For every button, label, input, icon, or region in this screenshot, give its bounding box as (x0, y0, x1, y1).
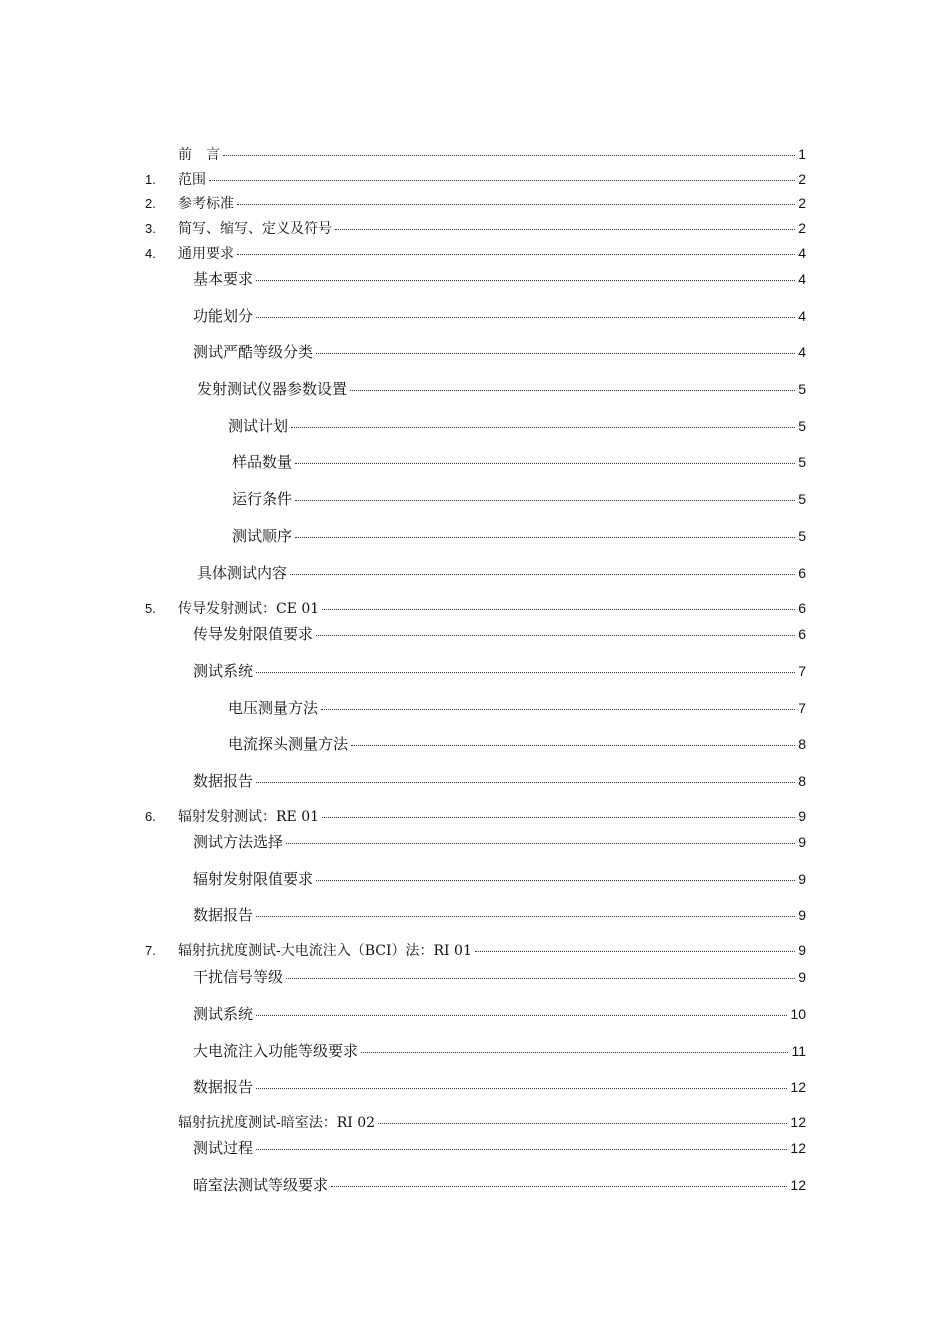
toc-entry[interactable] (178, 1112, 806, 1132)
dot-leader (256, 1148, 787, 1150)
toc-title: 具体测试内容 (197, 564, 288, 582)
dot-leader (256, 915, 795, 917)
toc-page-number: 2 (798, 195, 806, 211)
dot-leader (316, 634, 795, 636)
toc-entry[interactable] (145, 169, 806, 189)
toc-page-number: 6 (798, 626, 806, 642)
dot-leader (350, 389, 795, 391)
toc-page-number: 9 (798, 969, 806, 985)
toc-page-number: 6 (798, 600, 806, 616)
dot-leader (290, 573, 795, 575)
dot-leader (291, 426, 795, 428)
toc-page-number: 5 (798, 381, 806, 397)
toc-entry[interactable] (193, 831, 806, 852)
toc-page-number: 4 (798, 271, 806, 287)
toc-title: 暗室法测试等级要求 (193, 1176, 329, 1194)
dot-leader (256, 316, 795, 318)
dot-leader (295, 462, 795, 464)
dot-leader (237, 203, 795, 205)
dot-leader (295, 536, 795, 538)
toc-title: 测试方法选择 (193, 833, 284, 851)
toc-entry[interactable] (197, 378, 806, 399)
toc-title: 测试系统 (193, 662, 254, 680)
toc-title: 电流探头测量方法 (228, 735, 349, 753)
toc-entry[interactable] (193, 1137, 806, 1158)
toc-entry[interactable] (193, 904, 806, 925)
toc-title: 数据报告 (193, 1078, 254, 1096)
toc-page-number: 12 (790, 1079, 806, 1095)
toc-title: 传导发射限值要求 (193, 625, 314, 643)
toc-entry[interactable] (145, 243, 806, 263)
dot-leader (378, 1122, 787, 1124)
toc-title: 功能划分 (193, 307, 254, 325)
dot-leader (256, 1087, 787, 1089)
toc-entry[interactable] (193, 1040, 806, 1061)
toc-title: 范围 (178, 172, 206, 188)
toc-page-number: 9 (798, 942, 806, 958)
dot-leader (256, 781, 795, 783)
toc-number: 5. (145, 601, 156, 616)
toc-number: 2. (145, 196, 156, 211)
toc-title: 辐射抗扰度测试-大电流注入（BCI）法：RI 01 (178, 943, 472, 959)
dot-leader (256, 1014, 787, 1016)
dot-leader (286, 842, 795, 844)
toc-page-number: 12 (790, 1177, 806, 1193)
toc-title: 传导发射测试：CE 01 (178, 601, 320, 617)
toc-title: 基本要求 (193, 270, 254, 288)
toc-entry[interactable] (193, 1003, 806, 1024)
toc-title: 数据报告 (193, 772, 254, 790)
toc-title: 参考标准 (178, 196, 234, 212)
toc-title: 辐射发射测试：RE 01 (178, 809, 320, 825)
toc-entry[interactable] (232, 525, 806, 546)
dot-leader (335, 228, 795, 230)
toc-entry[interactable] (228, 697, 806, 718)
toc-page-number: 12 (790, 1114, 806, 1130)
toc-title: 样品数量 (232, 453, 293, 471)
toc-entry[interactable] (197, 562, 806, 583)
toc-page-number: 8 (798, 736, 806, 752)
toc-entry[interactable] (193, 660, 806, 681)
toc-entry[interactable] (193, 966, 806, 987)
toc-title: 大电流注入功能等级要求 (193, 1042, 359, 1060)
toc-page-number: 4 (798, 245, 806, 261)
toc-page-number: 5 (798, 528, 806, 544)
toc-title: 测试计划 (228, 417, 289, 435)
toc-title: 运行条件 (232, 490, 293, 508)
dot-leader (286, 977, 795, 979)
toc-entry[interactable] (145, 598, 806, 618)
toc-title: 测试严酷等级分类 (193, 343, 314, 361)
toc-title: 辐射抗扰度测试-暗室法：RI 02 (178, 1115, 376, 1131)
toc-entry[interactable] (228, 733, 806, 754)
toc-page-number: 9 (798, 834, 806, 850)
toc-page-number: 10 (790, 1006, 806, 1022)
toc-entry[interactable] (232, 488, 806, 509)
toc-title: 电压测量方法 (228, 699, 319, 717)
toc-page-number: 1 (798, 146, 806, 162)
toc-page-number: 8 (798, 773, 806, 789)
dot-leader (237, 253, 795, 255)
dot-leader (256, 279, 795, 281)
toc-page-number: 7 (798, 700, 806, 716)
dot-leader (475, 950, 795, 952)
toc-page-number: 7 (798, 663, 806, 679)
dot-leader (316, 352, 795, 354)
toc-entry[interactable] (193, 1076, 806, 1097)
dot-leader (331, 1185, 787, 1187)
dot-leader (223, 154, 795, 156)
toc-entry[interactable] (145, 193, 806, 213)
toc-entry[interactable] (193, 268, 806, 289)
toc-entry[interactable] (145, 144, 806, 164)
toc-page-number: 9 (798, 808, 806, 824)
toc-entry[interactable] (193, 1174, 806, 1195)
dot-leader (295, 499, 795, 501)
toc-page-number: 12 (790, 1140, 806, 1156)
toc-page-number: 5 (798, 418, 806, 434)
dot-leader (361, 1051, 788, 1053)
toc-number: 7. (145, 943, 156, 958)
toc-title: 通用要求 (178, 246, 234, 262)
toc-title: 干扰信号等级 (193, 968, 284, 986)
toc-page-number: 9 (798, 907, 806, 923)
toc-page-number: 5 (798, 454, 806, 470)
toc-page-number: 4 (798, 308, 806, 324)
toc-number: 3. (145, 221, 156, 236)
toc-number: 4. (145, 246, 156, 261)
dot-leader (321, 708, 795, 710)
toc-entry[interactable] (228, 415, 806, 436)
toc-entry[interactable] (232, 451, 806, 472)
toc-title: 前 言 (178, 147, 220, 163)
toc-page-number: 2 (798, 220, 806, 236)
toc-page-number: 6 (798, 565, 806, 581)
toc-title: 数据报告 (193, 906, 254, 924)
toc-title: 简写、缩写、定义及符号 (178, 221, 332, 237)
dot-leader (256, 671, 795, 673)
toc-page-number: 11 (791, 1043, 806, 1059)
toc-entry[interactable] (193, 341, 806, 362)
toc-entry[interactable] (193, 623, 806, 644)
toc-title: 辐射发射限值要求 (193, 870, 314, 888)
toc-entry[interactable] (193, 770, 806, 791)
toc-page-number: 2 (798, 171, 806, 187)
toc-entry[interactable] (193, 868, 806, 889)
toc-number: 6. (145, 809, 156, 824)
toc-entry[interactable] (193, 305, 806, 326)
toc-entry[interactable] (145, 218, 806, 238)
toc-page-number: 9 (798, 871, 806, 887)
dot-leader (322, 816, 795, 818)
toc-title: 测试顺序 (232, 527, 293, 545)
toc-title: 测试系统 (193, 1005, 254, 1023)
dot-leader (351, 744, 795, 746)
toc-page-number: 5 (798, 491, 806, 507)
dot-leader (322, 608, 795, 610)
dot-leader (209, 179, 795, 181)
toc-entry[interactable] (145, 806, 806, 826)
toc-page-number: 4 (798, 344, 806, 360)
dot-leader (316, 879, 795, 881)
toc-number: 1. (145, 172, 156, 187)
toc-title: 发射测试仪器参数设置 (197, 380, 348, 398)
toc-entry[interactable] (145, 940, 806, 960)
toc-title: 测试过程 (193, 1139, 254, 1157)
